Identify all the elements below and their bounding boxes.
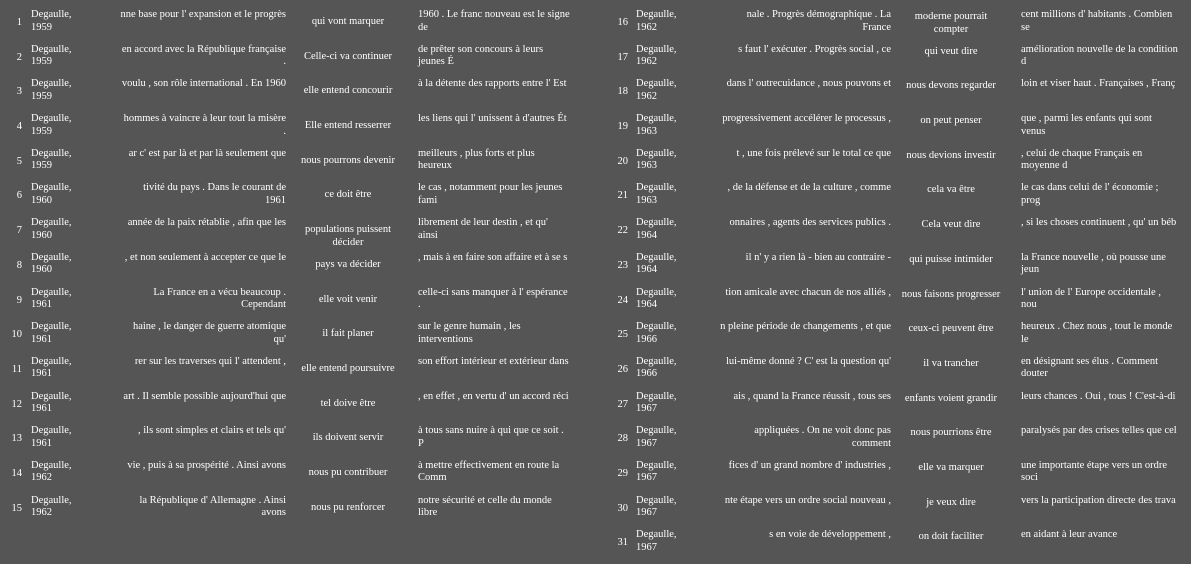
right-context: l' union de l' Europe occidentale , nou — [1021, 286, 1161, 310]
source-label: Degaulle, 1962 — [636, 9, 677, 33]
left-context: , ils sont simples et clairs et tels qu' — [138, 425, 286, 437]
right-context: meilleurs , plus forts et plus heureux — [418, 147, 535, 172]
left-context: onnaires , agents des services publics . — [729, 217, 891, 229]
right-context: une importante étape vers un ordre soci — [1021, 459, 1168, 484]
left-context: appliquées . On ne voit donc pas comment — [754, 425, 891, 449]
right-context: à tous sans nuire à qui que ce soit . P — [418, 425, 564, 449]
left-context: s en voie de développement , — [769, 529, 891, 541]
concordance-row — [608, 321, 1191, 356]
concordance-row — [608, 113, 1191, 148]
right-context: son effort intérieur et extérieur dans — [418, 355, 569, 367]
keyword-match: moderne pourrait compter — [914, 11, 988, 35]
keyword-match: elle va marquer — [918, 461, 984, 473]
keyword-match: elle entend concourir — [303, 85, 393, 97]
row-number: 3 — [16, 86, 22, 98]
concordance-row — [0, 287, 598, 322]
row-number: 9 — [16, 294, 22, 306]
left-context: nte étape vers un ordre social nouveau , — [724, 494, 891, 506]
right-context: heureux . Chez nous , tout le monde le — [1021, 321, 1173, 345]
keyword-match: Elle entend resserrer — [304, 120, 392, 132]
row-number: 7 — [16, 225, 22, 237]
right-context: cent millions d' habitants . Combien se — [1021, 9, 1173, 33]
row-number: 20 — [617, 155, 628, 167]
concordance-right-panel — [608, 9, 1191, 564]
concordance-row — [608, 9, 1191, 44]
keyword-match: qui puisse intimider — [909, 253, 993, 265]
left-context: t , une fois prélevé sur le total ce que — [736, 147, 891, 159]
keyword-match: elle entend poursuivre — [301, 362, 395, 374]
concordance-row — [0, 182, 598, 217]
right-context: amélioration nouvelle de la condition d — [1021, 43, 1178, 68]
concordance-row — [0, 252, 598, 287]
source-label: Degaulle, 1962 — [31, 459, 72, 484]
keyword-match: qui veut dire — [924, 45, 978, 57]
keyword-match: nous pu renforcer — [310, 501, 386, 513]
source-label: Degaulle, 1964 — [636, 217, 677, 241]
concordance-row — [0, 217, 598, 252]
concordance-row — [0, 425, 598, 460]
keyword-match: je veux dire — [926, 496, 976, 508]
row-number: 25 — [617, 329, 628, 341]
source-label: Degaulle, 1963 — [636, 182, 677, 206]
keyword-match: ils doivent servir — [312, 432, 384, 444]
left-context: art . Il semble possible aujourd'hui que — [123, 390, 286, 402]
row-number: 18 — [617, 86, 628, 98]
concordance-row — [608, 425, 1191, 460]
right-context: en désignant ses élus . Comment douter — [1021, 355, 1159, 380]
right-context: , en effet , en vertu d' un accord réci — [418, 390, 569, 402]
row-number: 11 — [11, 363, 22, 375]
right-context: notre sécurité et celle du monde libre — [418, 494, 552, 519]
concordance-row — [608, 44, 1191, 79]
row-number: 4 — [16, 121, 22, 133]
source-label: Degaulle, 1959 — [31, 147, 72, 172]
source-label: Degaulle, 1959 — [31, 78, 72, 102]
source-label: Degaulle, 1961 — [31, 355, 72, 380]
row-number: 6 — [16, 190, 22, 202]
right-context: de prêter son concours à leurs jeunes É — [418, 43, 544, 68]
left-context: en accord avec la République française . — [121, 43, 286, 68]
row-number: 28 — [617, 433, 628, 445]
concordance-row — [608, 356, 1191, 391]
keyword-match: pays va décider — [315, 258, 381, 270]
concordance-row — [608, 182, 1191, 217]
concordance-row — [0, 78, 598, 113]
concordance-row — [608, 460, 1191, 495]
left-context: , et non seulement à accepter ce que le — [124, 251, 286, 263]
keyword-match: populations puissent décider — [304, 224, 392, 248]
left-context: La France en a vécu beaucoup . Cependant — [153, 286, 286, 310]
keyword-match: Cela veut dire — [921, 219, 981, 231]
keyword-match: qui vont marquer — [311, 16, 385, 27]
concordance-row — [0, 44, 598, 79]
row-number: 21 — [617, 190, 628, 202]
left-context: nne base pour l' expansion et le progrès — [120, 9, 286, 20]
right-context: , mais à en faire son affaire et à se s — [418, 251, 568, 263]
left-context: il n' y a rien là - bien au contraire - — [745, 251, 891, 263]
row-number: 30 — [617, 502, 628, 514]
left-context: la République d' Allemagne . Ainsi avons — [139, 494, 286, 519]
source-label: Degaulle, 1960 — [31, 251, 72, 276]
keyword-match: nous pu contribuer — [308, 466, 388, 478]
concordance-row — [0, 9, 598, 44]
row-number: 23 — [617, 259, 628, 271]
right-context: loin et viser haut . Françaises , Franç — [1021, 78, 1176, 90]
keyword-match: nous pourrons devenir — [301, 154, 395, 166]
right-context: 1960 . Le franc nouveau est le signe de — [418, 9, 570, 33]
source-label: Degaulle, 1967 — [636, 529, 677, 553]
source-label: Degaulle, 1961 — [31, 286, 72, 310]
left-context: tion amicale avec chacun de nos alliés , — [725, 286, 891, 298]
row-number: 15 — [11, 502, 22, 514]
left-context: dans l' outrecuidance , nous pouvons et — [726, 78, 891, 90]
keyword-match: ce doit être — [324, 189, 372, 201]
right-context: à mettre effectivement en route la Comm — [418, 459, 560, 484]
concordance-row — [608, 148, 1191, 183]
source-label: Degaulle, 1967 — [636, 494, 677, 519]
source-label: Degaulle, 1960 — [31, 182, 72, 206]
row-number: 27 — [617, 398, 628, 410]
row-number: 19 — [617, 121, 628, 133]
keyword-match: nous devions investir — [906, 149, 996, 161]
left-context: , de la défense et de la culture , comme — [727, 182, 891, 194]
source-label: Degaulle, 1960 — [31, 217, 72, 241]
left-context: hommes à vaincre à leur tout la misère . — [123, 113, 286, 137]
source-label: Degaulle, 1962 — [31, 494, 72, 519]
source-label: Degaulle, 1964 — [636, 251, 677, 276]
left-context: tivité du pays . Dans le courant de 1961 — [143, 182, 286, 206]
row-number: 10 — [11, 329, 22, 341]
right-context: les liens qui l' unissent à d'autres Ét — [418, 113, 567, 125]
right-context: sur le genre humain , les interventions — [418, 321, 521, 345]
right-context: , si les choses continuent , qu' un béb — [1021, 217, 1177, 229]
right-context: que , parmi les enfants qui sont venus — [1021, 113, 1152, 137]
row-number: 22 — [617, 225, 628, 237]
concordance-row — [0, 113, 598, 148]
keyword-match: il fait planer — [322, 328, 374, 340]
keyword-match: ceux-ci peuvent être — [908, 323, 994, 335]
right-context: celle-ci sans manquer à l' espérance . — [418, 286, 568, 310]
right-context: le cas dans celui de l' économie ; prog — [1021, 182, 1159, 206]
concordance-row — [0, 460, 598, 495]
concordance-row — [608, 391, 1191, 426]
source-label: Degaulle, 1967 — [636, 390, 677, 415]
left-context: année de la paix rétablie , afin que les — [127, 217, 286, 229]
left-context: voulu , son rôle international . En 1960 — [121, 78, 286, 90]
source-label: Degaulle, 1964 — [636, 286, 677, 310]
keyword-match: nous pourrions être — [910, 427, 992, 439]
left-context: lui-même donné ? C' est la question qu' — [725, 355, 891, 367]
source-label: Degaulle, 1959 — [31, 43, 72, 68]
left-context: ais , quand la France réussit , tous ses — [733, 390, 891, 402]
right-context: à la détente des rapports entre l' Est — [418, 78, 567, 90]
left-context: vie , puis à sa prospérité . Ainsi avons — [127, 459, 286, 471]
keyword-match: Celle-ci va continuer — [303, 50, 393, 62]
source-label: Degaulle, 1962 — [636, 78, 677, 102]
row-number: 26 — [617, 363, 628, 375]
keyword-match: nous devons regarder — [906, 80, 996, 92]
source-label: Degaulle, 1963 — [636, 147, 677, 172]
row-number: 12 — [11, 398, 22, 410]
right-context: librement de leur destin , et qu' ainsi — [418, 217, 548, 241]
left-context: s faut l' exécuter . Progrès social , ce — [738, 43, 891, 55]
source-label: Degaulle, 1961 — [31, 321, 72, 345]
source-label: Degaulle, 1961 — [31, 425, 72, 449]
keyword-match: nous faisons progresser — [901, 288, 1001, 300]
keyword-match: il va trancher — [923, 357, 979, 369]
row-number: 14 — [11, 467, 22, 479]
keyword-match: cela va être — [927, 184, 975, 196]
right-context: le cas , notamment pour les jeunes fami — [418, 182, 563, 206]
right-context: , celui de chaque Français en moyenne d — [1021, 147, 1143, 172]
left-context: n pleine période de changements , et que — [720, 321, 891, 333]
left-context: nale . Progrès démographique . La France — [746, 9, 891, 33]
concordance-row — [608, 78, 1191, 113]
source-label: Degaulle, 1966 — [636, 355, 677, 380]
row-number: 17 — [617, 51, 628, 63]
source-label: Degaulle, 1959 — [31, 9, 72, 33]
right-context: en aidant à leur avance — [1021, 529, 1118, 541]
left-context: fices d' un grand nombre d' industries , — [728, 459, 891, 471]
left-context: ar c' est par là et par là seulement que — [128, 147, 286, 159]
concordance-row — [0, 391, 598, 426]
concordance-row — [608, 495, 1191, 530]
source-label: Degaulle, 1967 — [636, 459, 677, 484]
keyword-match: elle voit venir — [318, 293, 378, 305]
keyword-match: on doit faciliter — [918, 531, 984, 543]
concordance-left-panel — [0, 9, 598, 529]
concordance-row — [0, 495, 598, 530]
row-number: 5 — [16, 155, 22, 167]
right-context: la France nouvelle , où pousse une jeun — [1021, 251, 1166, 276]
row-number: 24 — [617, 294, 628, 306]
concordance-row — [0, 356, 598, 391]
left-context: haine , le danger de guerre atomique qu' — [132, 321, 286, 345]
right-context: paralysés par des crises telles que cel — [1021, 425, 1177, 437]
concordance-row — [608, 252, 1191, 287]
source-label: Degaulle, 1961 — [31, 390, 72, 415]
row-number: 16 — [617, 17, 628, 28]
source-label: Degaulle, 1963 — [636, 113, 677, 137]
row-number: 13 — [11, 433, 22, 445]
row-number: 8 — [16, 259, 22, 271]
row-number: 1 — [16, 17, 22, 28]
concordance-row — [608, 287, 1191, 322]
row-number: 2 — [16, 51, 22, 63]
concordance-row — [0, 321, 598, 356]
right-context: leurs chances . Oui , tous ! C'est-à-di — [1021, 390, 1176, 402]
source-label: Degaulle, 1962 — [636, 43, 677, 68]
row-number: 29 — [617, 467, 628, 479]
right-context: vers la participation directe des trava — [1021, 494, 1176, 506]
source-label: Degaulle, 1959 — [31, 113, 72, 137]
left-context: rer sur les traverses qui l' attendent , — [134, 355, 286, 367]
concordance-row — [0, 148, 598, 183]
keyword-match: enfants voient grandir — [904, 392, 998, 404]
concordance-row — [608, 529, 1191, 564]
concordance-row — [608, 217, 1191, 252]
source-label: Degaulle, 1966 — [636, 321, 677, 345]
keyword-match: tel doive être — [320, 397, 376, 409]
row-number: 31 — [617, 537, 628, 549]
source-label: Degaulle, 1967 — [636, 425, 677, 449]
left-context: progressivement accélérer le processus , — [722, 113, 891, 125]
keyword-match: on peut penser — [920, 115, 982, 127]
